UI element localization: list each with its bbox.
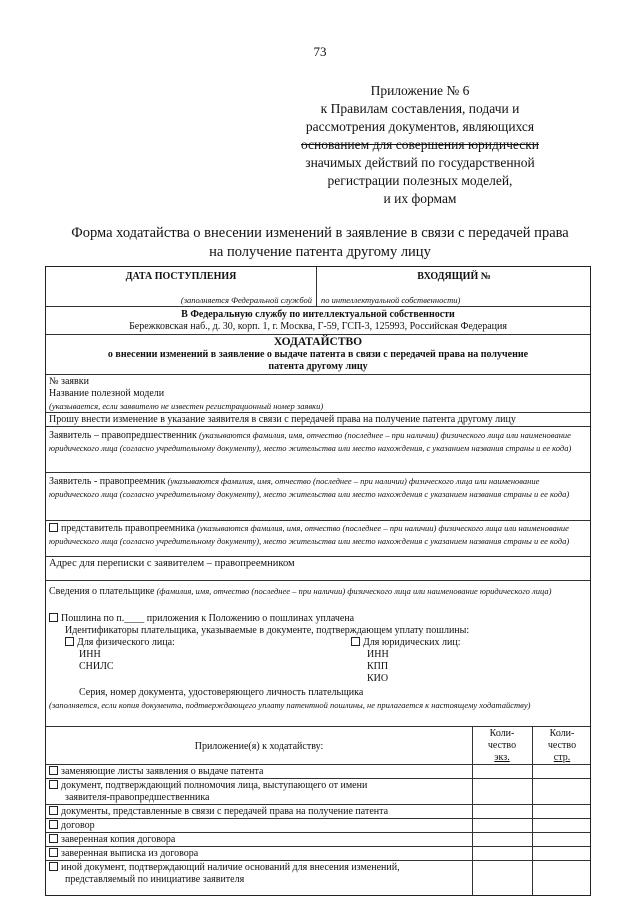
correspondence-row: Адрес для переписки с заявителем – правопреемником <box>46 557 590 581</box>
predecessor-row <box>46 427 590 473</box>
attachment-label: договор <box>61 820 95 831</box>
utility-model-name-label: Название полезной модели <box>49 388 165 399</box>
appendix-line: Приложение № 6 <box>370 83 470 98</box>
representative-checkbox[interactable] <box>49 523 58 532</box>
successor-note: (указываются фамилия, имя, отчество (последнее – при наличии) физического лица или наименование юридического лица (согласно учредительному документу), место жительства или место нахождения с указанием названия страны и ее кода) <box>49 476 570 499</box>
attachment-label-cont: заявителя-правопредшественника <box>65 792 210 803</box>
appendix-line: к Правилам составления, подачи и <box>320 101 520 116</box>
recipient-row <box>46 307 590 335</box>
attachment-item <box>46 765 590 779</box>
copies-column-header <box>472 728 532 764</box>
petition-subtitle: о внесении изменений в заявление о выдаче патента в связи с передачей права на получение <box>107 349 529 360</box>
payer-row <box>46 581 590 727</box>
representative-note: (указываются фамилия, имя, отчество (последнее – при наличии) физического лица или наименование юридического лица (согласно учредительному документу), место жительства или место нахождения с указанием названия страны и ее кода) <box>49 523 570 546</box>
copies-header-line: чество <box>487 740 517 751</box>
attachment-checkbox[interactable] <box>49 848 58 857</box>
fee-paid-label: Пошлина по п.____ приложения к Положению о пошлинах уплачена <box>61 613 355 624</box>
column-divider <box>532 765 533 895</box>
attachment-checkbox[interactable] <box>49 820 58 829</box>
header-note-left: (заполняется Федеральной службой <box>180 295 312 305</box>
payer-note: (фамилия, имя, отчество (последнее – при наличии) физического лица или наименование юридического лица) <box>154 586 552 596</box>
attachment-checkbox[interactable] <box>49 862 58 871</box>
attachments-header-row <box>46 727 590 765</box>
pages-header-line: Коли- <box>549 728 575 739</box>
copies-header-line: Коли- <box>489 728 515 739</box>
recipient-to: В Федеральную службу по интеллектуальной собственности <box>181 309 455 320</box>
recipient-address: Бережковская наб., д. 30, корп. 1, г. Москва, Г-59, ГСП-3, 125993, Российская Федерация <box>129 321 507 332</box>
pages-header-line: стр. <box>553 752 571 763</box>
attachments-header: Приложение(я) к ходатайству: <box>194 741 324 752</box>
representative-label: представитель правопреемника <box>61 523 195 534</box>
successor-label: Заявитель - правопреемник <box>49 476 166 487</box>
attachment-checkbox[interactable] <box>49 834 58 843</box>
inn-legal-label: ИНН <box>367 649 389 660</box>
attachment-checkbox[interactable] <box>49 806 58 815</box>
header-note-right: по интеллектуальной собственности) <box>321 295 461 305</box>
attachment-item <box>46 779 590 805</box>
application-row <box>46 375 590 413</box>
attachment-item <box>46 819 590 833</box>
form-title-line: на получение патента другому лицу <box>209 244 431 260</box>
application-number-label: № заявки <box>49 376 89 387</box>
appendix-line: и их формам <box>383 191 457 206</box>
attachment-label: документы, представленные в связи с передачей права на получение патента <box>61 806 389 817</box>
kio-label: КИО <box>367 673 389 684</box>
predecessor-note: (указываются фамилия, имя, отчество (последнее – при наличии) физического лица или наименование юридического лица (согласно учредительному документу), место жительства или место нахождения, с указанием названия страны и ее кода) <box>49 430 572 453</box>
snils-label: СНИЛС <box>79 661 114 672</box>
copies-header-line: экз. <box>494 752 510 763</box>
request-row: Прошу внести изменение в указание заявителя в связи с передачей права на получение патента другому лицу <box>46 413 590 427</box>
attachment-checkbox[interactable] <box>49 766 58 775</box>
kpp-label: КПП <box>367 661 389 672</box>
attachment-item <box>46 847 590 861</box>
attachment-label: документ, подтверждающий полномочия лица, выступающего от имени <box>61 780 368 791</box>
petition-title: ХОДАТАЙСТВО <box>273 336 363 348</box>
attachment-label: заменяющие листы заявления о выдаче патента <box>61 766 264 777</box>
petition-form <box>45 266 591 896</box>
payer-identifiers: Идентификаторы плательщика, указываемые в документе, подтверждающем уплату пошлины: <box>65 625 470 636</box>
legal-entity-label: Для юридических лиц: <box>363 637 461 648</box>
petition-title-row <box>46 335 590 375</box>
inn-label: ИНН <box>79 649 101 660</box>
legal-entity-checkbox[interactable] <box>351 637 360 646</box>
petition-subtitle: патента другому лицу <box>268 361 368 372</box>
representative-row <box>46 521 590 557</box>
form-title <box>40 224 600 262</box>
page-number: 73 <box>313 44 327 59</box>
payer-label: Сведения о плательщике <box>49 586 155 597</box>
appendix-header <box>270 82 570 208</box>
id-document-label: Серия, номер документа, удостоверяющего личность плательщика <box>79 687 364 698</box>
pages-column-header <box>532 728 592 764</box>
form-title-line: Форма ходатайства о внесении изменений в заявление в связи с передачей права <box>71 225 569 241</box>
attachment-label-cont: представляемый по инициативе заявителя <box>65 874 245 885</box>
individual-checkbox[interactable] <box>65 637 74 646</box>
attachment-label: заверенная выписка из договора <box>61 848 199 859</box>
attachment-item <box>46 833 590 847</box>
appendix-line: значимых действий по государственной <box>305 155 535 170</box>
appendix-line: основанием для совершения юридически <box>300 137 540 152</box>
header-row <box>46 267 590 307</box>
date-label: ДАТА ПОСТУПЛЕНИЯ <box>125 271 237 282</box>
attachment-label: иной документ, подтверждающий наличие оснований для внесения изменений, <box>61 862 400 873</box>
fee-paid-checkbox[interactable] <box>49 613 58 622</box>
successor-row <box>46 473 590 521</box>
attachment-label: заверенная копия договора <box>61 834 176 845</box>
id-document-note: (заполняется, если копия документа, подтверждающего уплату патентной пошлины, не прилагается к настоящему ходатайству) <box>49 700 531 710</box>
pages-header-line: чество <box>547 740 577 751</box>
individual-label: Для физического лица: <box>77 637 175 648</box>
attachment-item <box>46 805 590 819</box>
application-note: (указывается, если заявителю не известен регистрационный номер заявки) <box>49 401 324 411</box>
predecessor-label: Заявитель – правопредшественник <box>49 430 197 441</box>
attachment-checkbox[interactable] <box>49 780 58 789</box>
attachment-item <box>46 861 590 895</box>
column-divider <box>472 765 473 895</box>
appendix-line: рассмотрения документов, являющихся <box>305 119 535 134</box>
incoming-label: ВХОДЯЩИЙ № <box>417 271 491 282</box>
appendix-line: регистрации полезных моделей, <box>327 173 513 188</box>
